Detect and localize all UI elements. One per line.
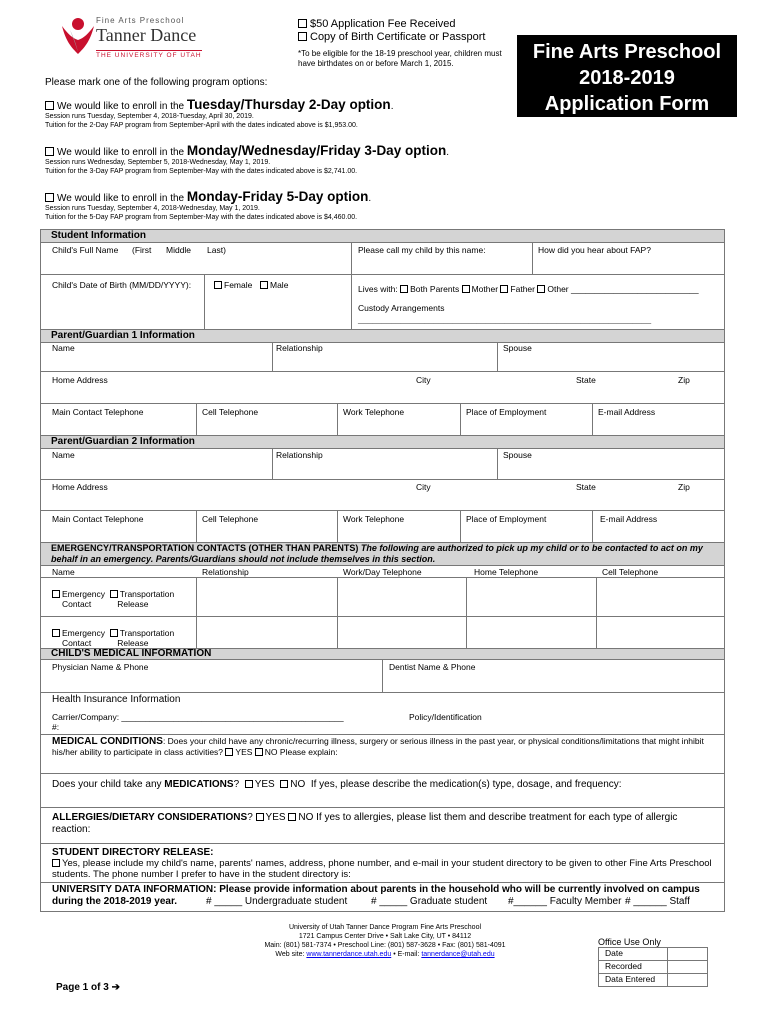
p2-employment-label: Place of Employment [466,514,547,524]
program-2day-checkbox[interactable] [45,101,54,110]
emergency-heading-italic: The following are authorized to pick up my child or to be contacted to act on my behalf in an emergency. Parents/Guardians should not include themselves in this section. [51,543,703,564]
program-prompt: Please mark one of the following program options: [45,77,268,88]
parent1-section-header: Parent/Guardian 1 Information [40,329,725,343]
p2-email-label: E-mail Address [600,514,658,524]
faculty-field[interactable]: #______ Faculty Member [508,896,622,907]
p2-state-label: State [576,482,596,492]
p2-name-label: Name [52,450,75,460]
p1-relationship-label: Relationship [276,343,323,353]
insurance-label: Health Insurance Information [52,694,181,705]
page-number-text: Page 1 of 3 [56,982,109,993]
eligibility-note: *To be eligible for the 18-19 preschool year, children must have birthdates on or before March 1, 2015. [298,49,502,68]
custody-line[interactable]: ______________________________________________________________ [358,314,652,324]
title-box [517,35,737,117]
program-session: Session runs Wednesday, September 5, 2018-Wednesday, May 1, 2019. [45,159,271,166]
lives-with-row [358,284,699,294]
emergency-heading-bold: EMERGENCY/TRANSPORTATION CONTACTS (OTHER THAN PARENTS) [51,543,359,553]
hash-label: #: [52,722,60,732]
program-option-name: Monday-Friday 5-Day option [186,189,369,204]
first-label: (First [132,245,152,255]
allergy-q: ? [247,812,253,823]
transport-checkbox[interactable] [110,629,118,637]
fee-checkbox-line[interactable] [298,18,456,30]
med-bold: MEDICATIONS [164,779,234,790]
program-option-name: Tuesday/Thursday 2-Day option [186,97,391,112]
staff-field[interactable]: # ______ Staff [625,896,690,907]
em-col-name: Name [52,567,75,577]
brand-university: THE UNIVERSITY OF UTAH [96,52,202,59]
med-no-checkbox[interactable] [280,780,288,788]
program-lead: We would like to enroll in the [57,147,185,158]
other-label: Other ___________________________ [547,284,699,294]
middle-label: Middle [166,245,192,255]
lives-with-label: Lives with: [358,284,398,294]
brand-large: Tanner Dance [96,25,197,45]
male-option[interactable] [260,280,288,290]
email-label: • E-mail: [393,951,420,958]
policy-label: Policy/Identification [409,712,482,722]
transport-label: Transportation [119,628,175,638]
conditions-no-checkbox[interactable] [255,748,263,756]
emergency-section-header [40,542,725,566]
emergency-row-1-relationship[interactable] [196,577,338,617]
university-row [52,896,177,907]
program-tuition: Tuition for the 5-Day FAP program from September-May with the dates indicated above is $4,460.00. [45,214,358,221]
logo [58,14,218,59]
office-recorded-value[interactable] [668,961,707,973]
allergy-yes-label: YES [265,812,286,823]
callby-label: Please call my child by this name: [358,245,486,255]
father-label: Father [510,284,535,294]
both-parents-label: Both Parents [410,284,460,294]
med-no-label: NO [290,779,306,790]
female-checkbox[interactable] [214,281,222,289]
p1-spouse-label: Spouse [503,343,532,353]
footer-line-3: Main: (801) 581-7374 • Preschool Line: (801) 587-3628 • Fax: (801) 581-4091 [264,942,506,949]
p1-name-label: Name [52,343,75,353]
program-option-2day[interactable]: We would like to enroll in the Tuesday/Thursday 2-Day option. Session runs Tuesday, September 4, 2018-Tuesday, April 30, 2019. Tuition for the 2-Day FAP program from September-April with the dates indicated above is $1,953.00. [45,97,394,129]
web-label: Web site: [275,951,305,958]
tanner-dance-logo-mark [58,16,98,56]
program-tuition: Tuition for the 3-Day FAP program from September-May with the dates indicated above is $2,741.00. [45,168,358,175]
p1-state-label: State [576,375,596,385]
other-checkbox[interactable] [537,285,545,293]
program-lead: We would like to enroll in the [57,101,185,112]
med-q2: ? [233,779,240,790]
program-option-5day[interactable]: We would like to enroll in the Monday-Friday 5-Day option. Session runs Tuesday, September 4, 2018-Wednesday, May 1, 2019. Tuition for the 5-Day FAP program from September-May with the dates indicated above is $4,460.00. [45,189,372,221]
student-section-header: Student Information [40,229,725,243]
office-entered-label: Data Entered [599,974,668,986]
university-period: during the 2018-2019 year. [52,896,178,907]
p2-spouse-label: Spouse [503,450,532,460]
emergency-label: Emergency [62,628,105,638]
undergrad-field[interactable]: # _____ Undergraduate student [206,896,348,907]
emergency-checkbox[interactable] [52,629,60,637]
custody-label: Custody Arrangements [358,303,445,313]
office-use-title: Office Use Only [598,937,661,947]
birth-cert-line[interactable] [298,31,485,43]
last-label: Last) [207,245,226,255]
p2-zip-label: Zip [678,482,690,492]
emergency-row-1-cell[interactable] [596,577,725,617]
office-use-box [598,937,708,987]
directory-yes-checkbox[interactable] [52,859,60,867]
page-number [56,982,120,993]
father-checkbox[interactable] [500,285,508,293]
allergy-yes-checkbox[interactable] [256,813,264,821]
transport-label: Transportation [119,589,175,599]
female-label: Female [224,280,253,290]
medications-text [52,779,622,790]
footer-address [240,923,530,959]
program-lead: We would like to enroll in the [57,193,185,204]
male-label: Male [270,280,289,290]
p1-employment-label: Place of Employment [466,407,547,417]
arrow-right-icon: ➔ [111,982,120,993]
emergency-label: Emergency [62,589,105,599]
office-date-value[interactable] [668,948,707,960]
please-explain-label: Please explain: [279,747,338,757]
med-tail: If yes, please describe the medication(s) type, dosage, and frequency: [310,779,622,790]
contact-label: Contact [62,638,92,648]
dob-label: Child's Date of Birth (MM/DD/YYYY): [52,280,192,290]
mother-checkbox[interactable] [462,285,470,293]
program-option-3day[interactable]: We would like to enroll in the Monday/Wednesday/Friday 3-Day option. Session runs Wednesday, September 5, 2018-Wednesday, May 1, 2019. Tuition for the 3-Day FAP program from September-May with the dates indicated above is $2,741.00. [45,143,449,175]
p2-city-label: City [416,482,431,492]
conditions-yes-label: YES [235,747,253,757]
carrier-label[interactable]: Carrier/Company: _______________________________________________ [52,712,344,722]
conditions-question: : Does your child have any chronic/recurring illness, surgery or serious illness in the past year, or physical conditions/limitations that might inhibit his/her ability to participate in class activities? [52,736,704,757]
office-date-label: Date [599,948,668,960]
hear-label: How did you hear about FAP? [538,245,651,255]
program-option-name: Monday/Wednesday/Friday 3-Day option [186,143,447,158]
title-line-3: Application Form [544,93,710,115]
university-heading: UNIVERSITY DATA INFORMATION: Please provide information about parents in the household who will be currently involved on campus [52,884,700,895]
directory-heading: STUDENT DIRECTORY RELEASE: [52,847,214,858]
birth-cert-checkbox[interactable] [298,32,307,41]
em-col-home: Home Telephone [474,567,539,577]
p2-mainphone-label: Main Contact Telephone [52,514,144,524]
p2-work-label: Work Telephone [343,514,405,524]
p1-cell-label: Cell Telephone [202,407,259,417]
parent2-section-header: Parent/Guardian 2 Information [40,435,725,449]
program-5day-checkbox[interactable] [45,193,54,202]
em-col-cell: Cell Telephone [602,567,659,577]
program-tuition: Tuition for the 2-Day FAP program from September-April with the dates indicated above is $1,953.00. [45,122,358,129]
title-line-1: Fine Arts Preschool [532,41,722,63]
full-name-label: Child's Full Name [52,245,119,255]
release-label: Release [117,599,149,609]
emergency-checkbox[interactable] [52,590,60,598]
conditions-no-label: NO [264,747,278,757]
p1-work-label: Work Telephone [343,407,405,417]
dentist-label: Dentist Name & Phone [389,662,476,672]
med-yes-label: YES [254,779,275,790]
emergency-row-1-home[interactable] [466,577,597,617]
brand-small: Fine Arts Preschool [96,16,185,25]
website-link[interactable]: www.tannerdance.utah.edu [306,951,392,958]
allergy-tail: If yes to allergies, please list them and describe treatment for each type of allergic reaction: [52,812,678,835]
footer-line-1: University of Utah Tanner Dance Program Fine Arts Preschool [288,924,482,931]
medical-section-header: CHILD'S MEDICAL INFORMATION [40,648,725,660]
male-checkbox[interactable] [260,281,268,289]
allergies-text [52,812,717,836]
directory-release-text: Yes, please include my child's name, parents' names, address, phone number, and e-mail in your student directory to be given to other Fine Arts Preschool students. The phone number I prefer to have in the student directory is: [52,858,712,880]
em-col-relationship: Relationship [202,567,249,577]
program-session: Session runs Tuesday, September 4, 2018-Wednesday, May 1, 2019. [45,205,260,212]
email-link[interactable]: tannerdance@utah.edu [421,951,495,958]
emergency-row-1-flags [52,589,174,609]
both-parents-checkbox[interactable] [400,285,408,293]
parent2-address-cell[interactable] [40,479,725,511]
p2-address-label: Home Address [52,482,108,492]
female-option[interactable] [214,280,252,290]
allergy-bold: ALLERGIES/DIETARY CONSIDERATIONS [52,812,248,823]
physician-label: Physician Name & Phone [52,662,149,672]
grad-field[interactable]: # _____ Graduate student [371,896,488,907]
fee-label: $50 Application Fee Received [310,18,456,30]
office-entered-value[interactable] [668,974,707,986]
mother-label: Mother [471,284,499,294]
fee-checkbox[interactable] [298,19,307,28]
program-session: Session runs Tuesday, September 4, 2018-Tuesday, April 30, 2019. [45,113,254,120]
p1-zip-label: Zip [678,375,690,385]
p1-city-label: City [416,375,431,385]
emergency-row-2-flags [52,628,174,648]
p1-mainphone-label: Main Contact Telephone [52,407,144,417]
program-3day-checkbox[interactable] [45,147,54,156]
title-line-2: 2018-2019 [579,67,675,89]
release-label: Release [117,638,149,648]
p1-email-label: E-mail Address [598,407,656,417]
conditions-heading: MEDICAL CONDITIONS [52,736,163,747]
p1-address-label: Home Address [52,375,108,385]
conditions-text [52,736,717,758]
med-q1: Does your child take any [52,779,162,790]
contact-label: Contact [62,599,92,609]
conditions-yes-checkbox[interactable] [225,748,233,756]
p2-relationship-label: Relationship [276,450,323,460]
emergency-row-1-work[interactable] [337,577,467,617]
allergy-no-label: NO [298,812,314,823]
em-col-work: Work/Day Telephone [343,567,422,577]
p2-cell-label: Cell Telephone [202,514,259,524]
parent1-address-cell[interactable] [40,371,725,404]
office-recorded-label: Recorded [599,961,668,973]
birth-cert-label: Copy of Birth Certificate or Passport [310,31,486,43]
directory-text [52,847,717,880]
footer-line-2: 1721 Campus Center Drive • Salt Lake City, UT • 84112 [298,933,472,940]
med-yes-checkbox[interactable] [245,780,253,788]
transport-checkbox[interactable] [110,590,118,598]
allergy-no-checkbox[interactable] [288,813,296,821]
